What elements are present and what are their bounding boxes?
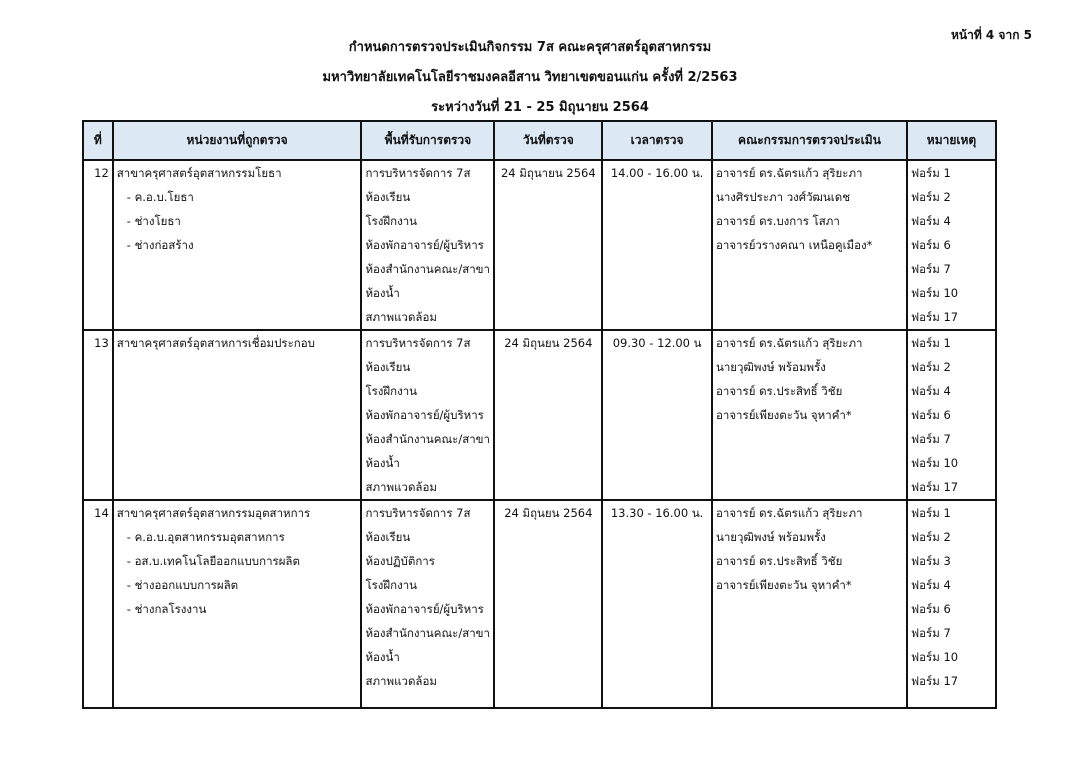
cell-committee-line: อาจารย์ ดร.ฉัตรแก้ว สุริยะภา — [715, 506, 863, 520]
document-title: กำหนดการตรวจประเมินกิจกรรม 7ส คณะครุศาสตร์อุตสาหกรรม — [348, 40, 712, 55]
cell-committee — [712, 160, 907, 330]
cell-notes-line: ฟอร์ม 17 — [911, 310, 959, 324]
cell-area-line: การบริหารจัดการ 7ส — [365, 336, 471, 350]
cell-unit-line: - ช่างออกแบบการผลิต — [126, 578, 239, 592]
cell-notes — [907, 160, 996, 330]
cell-notes-line: ฟอร์ม 2 — [911, 360, 951, 374]
cell-date-line: 24 มิถุนายน 2564 — [500, 166, 596, 180]
cell-area-line: ห้องพักอาจารย์/ผู้บริหาร — [365, 408, 484, 422]
cell-committee-line: นางศิรประภา วงศ์วัฒนเดช — [715, 190, 850, 204]
cell-notes-line: ฟอร์ม 2 — [911, 190, 951, 204]
cell-time-line: 13.30 - 16.00 น. — [610, 506, 704, 520]
cell-committee-line: นายวุฒิพงษ์ พร้อมพรั้ง — [715, 530, 826, 544]
cell-committee-line: อาจารย์เพียงตะวัน จุหาคำ* — [715, 578, 852, 592]
cell-unit-line: - ช่างก่อสร้าง — [126, 238, 194, 252]
cell-no-line: 14 — [94, 506, 109, 520]
cell-area-line: สภาพแวดล้อม — [365, 674, 437, 688]
cell-notes-line: ฟอร์ม 1 — [911, 506, 951, 520]
cell-no-line: 13 — [94, 336, 109, 350]
cell-notes-line: ฟอร์ม 7 — [911, 262, 951, 276]
cell-committee-line: นายวุฒิพงษ์ พร้อมพรั้ง — [715, 360, 826, 374]
header-date: วันที่ตรวจ — [494, 121, 602, 160]
cell-unit — [113, 500, 362, 708]
cell-area-line: ห้องเรียน — [365, 360, 411, 374]
cell-no — [83, 330, 113, 500]
cell-notes-line: ฟอร์ม 17 — [911, 674, 959, 688]
cell-area-line: ห้องเรียน — [365, 190, 411, 204]
cell-notes-line: ฟอร์ม 7 — [911, 432, 951, 446]
cell-no — [83, 160, 113, 330]
cell-notes-line: ฟอร์ม 6 — [911, 408, 951, 422]
cell-unit-line: สาขาครุศาสตร์อุตสาหการเชื่อมประกอบ — [116, 336, 315, 350]
cell-area-line: ห้องสำนักงานคณะ/สาขา — [365, 626, 490, 640]
cell-committee-line: อาจารย์ ดร.บงการ โสภา — [715, 214, 840, 228]
cell-notes — [907, 500, 996, 708]
cell-committee — [712, 330, 907, 500]
cell-area-line: โรงฝึกงาน — [365, 578, 418, 592]
cell-committee — [712, 500, 907, 708]
cell-unit-line: - ค.อ.บ.อุตสาหกรรมอุตสาหการ — [126, 530, 285, 544]
cell-notes-line: ฟอร์ม 1 — [911, 336, 951, 350]
cell-area-line: ห้องพักอาจารย์/ผู้บริหาร — [365, 238, 484, 252]
cell-notes-line: ฟอร์ม 4 — [911, 578, 951, 592]
cell-time-line: 09.30 - 12.00 น — [612, 336, 702, 350]
cell-unit-line: สาขาครุศาสตร์อุตสาหกรรมอุตสาหการ — [116, 506, 311, 520]
cell-unit-line: สาขาครุศาสตร์อุตสาหกรรมโยธา — [116, 166, 282, 180]
cell-notes-line: ฟอร์ม 2 — [911, 530, 951, 544]
cell-area — [361, 160, 494, 330]
cell-notes-line: ฟอร์ม 3 — [911, 554, 951, 568]
cell-area-line: ห้องเรียน — [365, 530, 411, 544]
cell-area-line: ห้องพักอาจารย์/ผู้บริหาร — [365, 602, 484, 616]
header-area: พื้นที่รับการตรวจ — [361, 121, 494, 160]
cell-committee-line: อาจารย์ ดร.ฉัตรแก้ว สุริยะภา — [715, 336, 863, 350]
cell-unit — [113, 160, 362, 330]
cell-unit-line: - ค.อ.บ.โยธา — [126, 190, 194, 204]
cell-time-line: 14.00 - 16.00 น. — [610, 166, 704, 180]
cell-area-line: สภาพแวดล้อม — [365, 310, 437, 324]
cell-area-line: การบริหารจัดการ 7ส — [365, 506, 471, 520]
cell-area-line: การบริหารจัดการ 7ส — [365, 166, 471, 180]
cell-time — [602, 160, 712, 330]
table-row — [83, 160, 996, 330]
cell-notes-line: ฟอร์ม 10 — [911, 286, 959, 300]
header-notes: หมายเหตุ — [907, 121, 996, 160]
cell-committee-line: อาจารย์วรางคณา เหนือคูเมือง* — [715, 238, 873, 252]
cell-unit — [113, 330, 362, 500]
cell-area-line: ห้องน้ำ — [365, 456, 400, 470]
cell-notes-line: ฟอร์ม 10 — [911, 650, 959, 664]
cell-notes-line: ฟอร์ม 1 — [911, 166, 951, 180]
cell-notes-line: ฟอร์ม 7 — [911, 626, 951, 640]
inspection-schedule-table — [82, 120, 997, 709]
cell-area-line: สภาพแวดล้อม — [365, 480, 437, 494]
cell-area-line: ห้องสำนักงานคณะ/สาขา — [365, 432, 490, 446]
cell-committee-line: อาจารย์เพียงตะวัน จุหาคำ* — [715, 408, 852, 422]
cell-unit-line: - อส.บ.เทคโนโลยีออกแบบการผลิต — [126, 554, 300, 568]
cell-unit-line: - ช่างกลโรงงาน — [126, 602, 207, 616]
cell-no-line: 12 — [94, 166, 109, 180]
header-unit: หน่วยงานที่ถูกตรวจ — [113, 121, 362, 160]
cell-notes-line: ฟอร์ม 4 — [911, 214, 951, 228]
cell-notes-line: ฟอร์ม 4 — [911, 384, 951, 398]
cell-notes-line: ฟอร์ม 17 — [911, 480, 959, 494]
cell-time — [602, 500, 712, 708]
page-number: หน้าที่ 4 จาก 5 — [950, 28, 1032, 42]
cell-time — [602, 330, 712, 500]
cell-area-line: ห้องน้ำ — [365, 286, 400, 300]
document-subtitle: มหาวิทยาลัยเทคโนโลยีราชมงคลอีสาน วิทยาเขตขอนแก่น ครั้งที่ 2/2563 — [322, 70, 738, 85]
table-row — [83, 330, 996, 500]
cell-committee-line: อาจารย์ ดร.ประสิทธิ์ วิชัย — [715, 384, 843, 398]
cell-area — [361, 330, 494, 500]
cell-area-line: ห้องน้ำ — [365, 650, 400, 664]
header-time: เวลาตรวจ — [602, 121, 712, 160]
cell-area-line: โรงฝึกงาน — [365, 384, 418, 398]
document-date-range: ระหว่างวันที่ 21 - 25 มิถุนายน 2564 — [431, 100, 649, 115]
cell-date — [494, 330, 602, 500]
cell-notes-line: ฟอร์ม 6 — [911, 238, 951, 252]
cell-date — [494, 500, 602, 708]
header-committee: คณะกรรมการตรวจประเมิน — [712, 121, 907, 160]
cell-unit-line: - ช่างโยธา — [126, 214, 181, 228]
table-row — [83, 500, 996, 708]
cell-notes — [907, 330, 996, 500]
table-header-row — [83, 121, 996, 160]
cell-notes-line: ฟอร์ม 6 — [911, 602, 951, 616]
cell-area-line: โรงฝึกงาน — [365, 214, 418, 228]
cell-committee-line: อาจารย์ ดร.ประสิทธิ์ วิชัย — [715, 554, 843, 568]
cell-no — [83, 500, 113, 708]
cell-committee-line: อาจารย์ ดร.ฉัตรแก้ว สุริยะภา — [715, 166, 863, 180]
cell-notes-line: ฟอร์ม 10 — [911, 456, 959, 470]
header-no: ที่ — [83, 121, 113, 160]
cell-area-line: ห้องปฏิบัติการ — [365, 554, 435, 568]
cell-date — [494, 160, 602, 330]
cell-date-line: 24 มิถุนยน 2564 — [504, 506, 593, 520]
cell-date-line: 24 มิถุนยน 2564 — [504, 336, 593, 350]
cell-area-line: ห้องสำนักงานคณะ/สาขา — [365, 262, 490, 276]
cell-area — [361, 500, 494, 708]
